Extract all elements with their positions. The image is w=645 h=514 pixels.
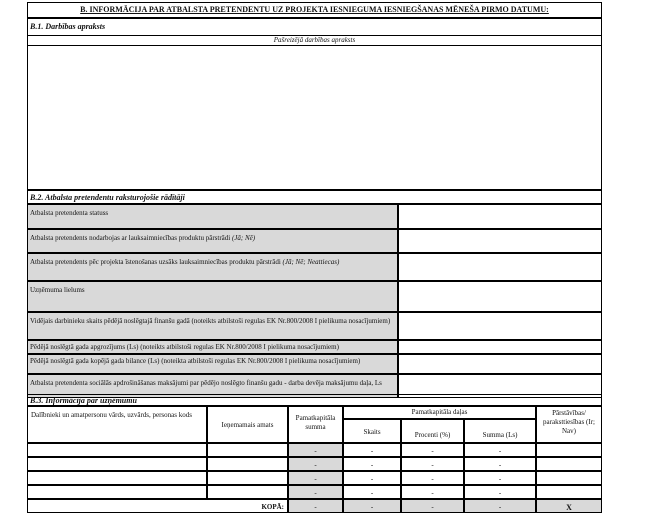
b3-total-capital: -	[288, 499, 343, 513]
col-header-capital	[288, 406, 343, 443]
b3-cell-percent[interactable]: -	[401, 457, 464, 471]
col-header-percent	[401, 419, 464, 443]
b3-cell-count[interactable]: -	[343, 485, 401, 499]
b3-cell-count[interactable]: -	[343, 457, 401, 471]
b2-row-value-field[interactable]	[398, 312, 602, 340]
col-header-percent-text: Procenti (%)	[414, 431, 451, 439]
b3-total-label: KOPĀ:	[27, 499, 288, 513]
b2-title: B.2. Atbalsta pretendentu raksturojošie rādītāji	[30, 193, 185, 202]
col-header-sum-text: Summa (Ls)	[482, 431, 518, 439]
col-header-count	[343, 419, 401, 443]
b3-cell-capital[interactable]: -	[288, 443, 343, 457]
b3-cell-percent[interactable]: -	[401, 471, 464, 485]
col-header-count-text: Skaits	[363, 428, 381, 436]
b2-row-value-field[interactable]	[398, 340, 602, 354]
section-b-title: B. INFORMĀCIJA PAR ATBALSTA PRETENDENTU UZ PROJEKTA IESNIEGUMA IESNIEGŠANAS MĒNEŠA PIRMO DATUMU:	[80, 5, 549, 14]
b2-row-label-italic: (Jā; Nē; Neattiecas)	[282, 258, 340, 266]
b2-row-label-text: Atbalsta pretendenta statuss	[30, 209, 109, 217]
b3-total-percent: -	[401, 499, 464, 513]
b3-cell-rep[interactable]	[536, 457, 602, 471]
b2-row-label	[27, 340, 398, 354]
col-header-sum	[464, 419, 536, 443]
b2-row-label-text: Uzņēmuma lielums	[30, 286, 85, 294]
col-header-rep-text: Pārstāvības/ paraksttiesības (Ir; Nav)	[543, 409, 595, 435]
b1-title: B.1. Darbības apraksts	[30, 22, 106, 31]
b2-row-label-text: Atbalsta pretendents nodarbojas ar lauksaimniecības produktu pārstrādi	[30, 234, 232, 242]
b3-cell-name[interactable]	[27, 443, 207, 457]
b1-section	[27, 18, 602, 190]
b3-cell-name[interactable]	[27, 471, 207, 485]
col-header-share-group-text: Pamatkapitāla daļas	[411, 408, 468, 416]
b2-row-label	[27, 204, 398, 229]
b2-row-label-text: Vidējais darbinieku skaits pēdējā noslēgtajā finanšu gadā (noteikts atbilstoši regulas EK Nr.800/2008 I pielikuma nosacījumiem)	[30, 317, 391, 325]
b1-description-area[interactable]	[28, 46, 601, 189]
b3-cell-rep[interactable]	[536, 485, 602, 499]
col-header-name-text: Dalībnieki un amatpersonu vārds, uzvārds, personas kods	[31, 411, 192, 419]
b2-row-value-field[interactable]	[398, 229, 602, 253]
b3-cell-position[interactable]	[207, 457, 288, 471]
b3-cell-position[interactable]	[207, 485, 288, 499]
b3-title-row	[27, 394, 602, 406]
b3-total-count: -	[343, 499, 401, 513]
b2-row-label-text: Pēdējā noslēgtā gada apgrozījums (Ls) (noteikts atbilstoši regulas EK Nr.800/2008 I pielikuma nosacījumiem)	[30, 343, 339, 351]
b3-cell-capital[interactable]: -	[288, 485, 343, 499]
b3-cell-sum[interactable]: -	[464, 471, 536, 485]
b3-cell-capital[interactable]: -	[288, 457, 343, 471]
col-header-rep	[536, 406, 602, 443]
col-header-position	[207, 406, 288, 443]
b3-cell-count[interactable]: -	[343, 443, 401, 457]
b3-cell-sum[interactable]: -	[464, 485, 536, 499]
b1-subtitle: Pašreizējā darbības apraksts	[273, 36, 356, 44]
b3-cell-rep[interactable]	[536, 443, 602, 457]
b3-cell-sum[interactable]: -	[464, 457, 536, 471]
form-header	[27, 2, 602, 18]
col-header-share-group	[343, 406, 536, 419]
b3-cell-count[interactable]: -	[343, 471, 401, 485]
b2-row-label-italic: (Jā; Nē)	[231, 234, 256, 242]
b1-subtitle-row	[28, 35, 601, 46]
b2-row-label	[27, 312, 398, 340]
b2-row-label-text: Pēdējā noslēgtā gada kopējā gada bilance (Ls) (noteikta atbilstoši regulas EK Nr.800/2008 I pielikuma nosacījumiem)	[30, 357, 361, 365]
b3-total-sum: -	[464, 499, 536, 513]
b3-cell-sum[interactable]: -	[464, 443, 536, 457]
b3-cell-percent[interactable]: -	[401, 443, 464, 457]
b2-row-label	[27, 229, 398, 253]
b2-title-row	[27, 190, 602, 204]
b3-cell-percent[interactable]: -	[401, 485, 464, 499]
b3-cell-position[interactable]	[207, 471, 288, 485]
b2-row-value-field[interactable]	[398, 204, 602, 229]
b3-title: B.3. Informācija par uzņēmumu	[30, 396, 137, 405]
b2-row-value-field[interactable]	[398, 354, 602, 374]
b2-row-label	[27, 253, 398, 281]
b3-cell-capital[interactable]: -	[288, 471, 343, 485]
b2-row-label-text: Atbalsta pretendents pēc projekta īstenošanas uzsāks lauksaimniecības produktu pārstrādi	[30, 258, 283, 266]
b2-row-label	[27, 354, 398, 374]
col-header-position-text: Ieņemamais amats	[221, 421, 274, 429]
col-header-capital-text: Pamatkapitāla summa	[295, 414, 336, 431]
b3-cell-name[interactable]	[27, 485, 207, 499]
b2-row-label-text: Atbalsta pretendenta sociālās apdrošināšanas maksājumi par pēdējo noslēgto finanšu gadu - darba devēja maksājumu daļa, Ls	[30, 379, 382, 387]
b3-cell-name[interactable]	[27, 457, 207, 471]
col-header-name	[27, 406, 207, 443]
b2-row-label	[27, 281, 398, 312]
b3-total-rep: X	[536, 499, 602, 513]
b3-cell-rep[interactable]	[536, 471, 602, 485]
b2-row-value-field[interactable]	[398, 281, 602, 312]
b3-cell-position[interactable]	[207, 443, 288, 457]
b2-row-value-field[interactable]	[398, 253, 602, 281]
